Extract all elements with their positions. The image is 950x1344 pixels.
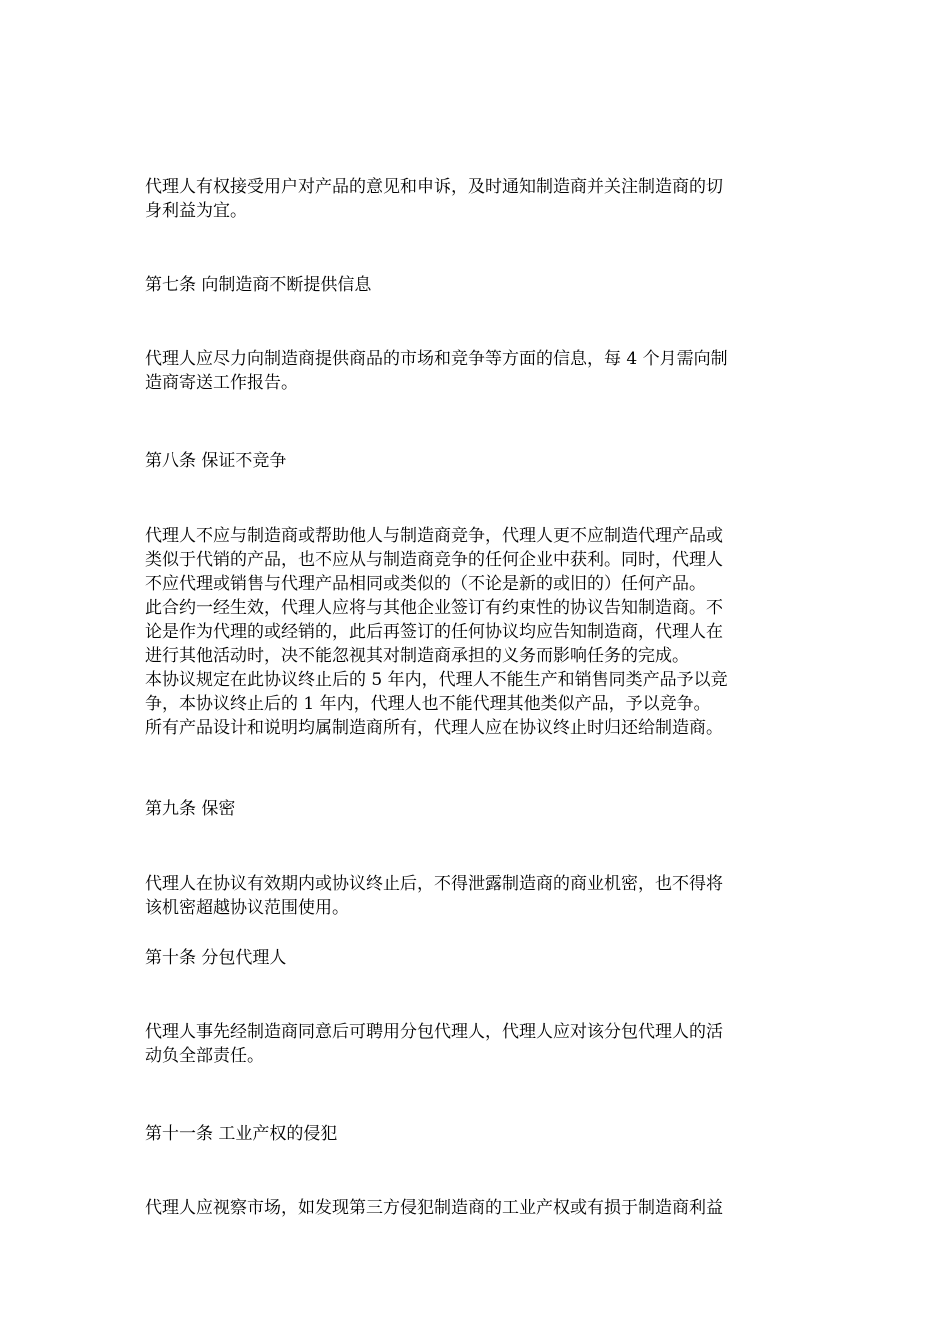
- paragraph-article-7-body: [145, 347, 805, 395]
- text-line: 代理人应视察市场，如发现第三方侵犯制造商的工业产权或有损于制造商利益: [145, 1198, 723, 1218]
- heading-text: 第九条 保密: [145, 799, 236, 819]
- text-line: 代理人事先经制造商同意后可聘用分包代理人，代理人应对该分包代理人的活: [145, 1022, 723, 1042]
- text-line: 本协议规定在此协议终止后的 5 年内，代理人不能生产和销售同类产品予以竞: [145, 670, 728, 690]
- text-line: 类似于代销的产品，也不应从与制造商竞争的任何企业中获利。同时，代理人: [145, 550, 723, 570]
- heading-text: 第七条 向制造商不断提供信息: [145, 275, 372, 295]
- text-line: 造商寄送工作报告。: [145, 373, 298, 393]
- heading-text: 第十条 分包代理人: [145, 948, 287, 968]
- heading-article-7: [145, 273, 805, 297]
- paragraph-article-8-body: [145, 524, 805, 740]
- heading-article-10: [145, 946, 805, 970]
- text-line: 所有产品设计和说明均属制造商所有，代理人应在协议终止时归还给制造商。: [145, 718, 723, 738]
- text-line: 该机密超越协议范围使用。: [145, 898, 349, 918]
- heading-text: 第十一条 工业产权的侵犯: [145, 1124, 338, 1144]
- paragraph-article-11-body: [145, 1196, 805, 1220]
- heading-text: 第八条 保证不竞争: [145, 451, 287, 471]
- text-line: 争，本协议终止后的 1 年内，代理人也不能代理其他类似产品，予以竞争。: [145, 694, 711, 714]
- text-line: 代理人有权接受用户对产品的意见和申诉，及时通知制造商并关注制造商的切: [145, 177, 723, 197]
- text-line: 身利益为宜。: [145, 201, 247, 221]
- paragraph-article-9-body: [145, 872, 805, 920]
- text-line: 动负全部责任。: [145, 1046, 264, 1066]
- heading-article-9: [145, 797, 805, 821]
- text-line: 代理人不应与制造商或帮助他人与制造商竞争，代理人更不应制造代理产品或: [145, 526, 723, 546]
- text-line: 不应代理或销售与代理产品相同或类似的（不论是新的或旧的）任何产品。: [145, 574, 706, 594]
- text-line: 论是作为代理的或经销的，此后再签订的任何协议均应告知制造商，代理人在: [145, 622, 723, 642]
- text-line: 代理人在协议有效期内或协议终止后，不得泄露制造商的商业机密，也不得将: [145, 874, 723, 894]
- text-line: 此合约一经生效，代理人应将与其他企业签订有约束性的协议告知制造商。不: [145, 598, 723, 618]
- paragraph-article-6-body: [145, 175, 805, 223]
- paragraph-article-10-body: [145, 1020, 805, 1068]
- text-line: 代理人应尽力向制造商提供商品的市场和竞争等方面的信息，每 4 个月需向制: [145, 349, 728, 369]
- heading-article-8: [145, 449, 805, 473]
- text-line: 进行其他活动时，决不能忽视其对制造商承担的义务而影响任务的完成。: [145, 646, 689, 666]
- heading-article-11: [145, 1122, 805, 1146]
